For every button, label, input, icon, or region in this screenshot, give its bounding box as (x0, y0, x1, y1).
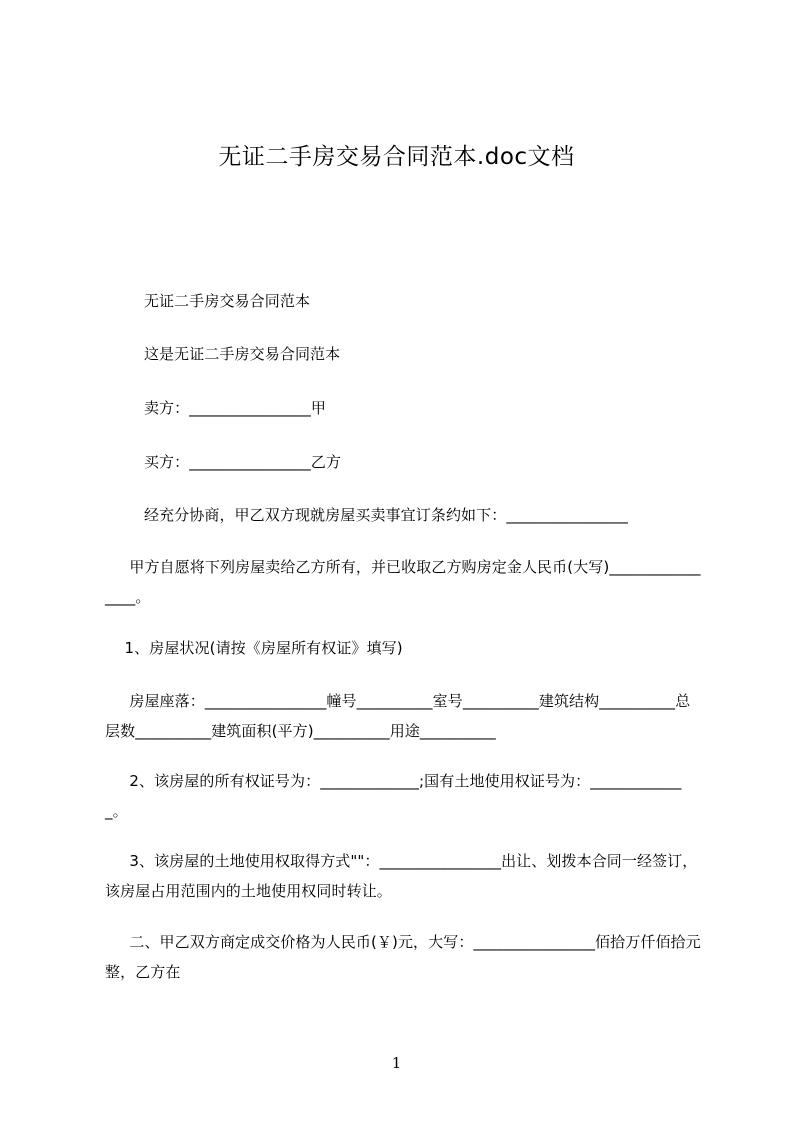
paragraph-seller: 卖方：________________甲 (105, 399, 326, 417)
paragraph-location: 房屋座落：________________幢号__________室号__________建筑结构__________总层数__________建筑面积(平方)__________用途__________ (105, 692, 691, 740)
paragraph-certificate: 2、该房屋的所有权证号为：_____________;国有土地使用权证号为：_____________。 (105, 772, 682, 820)
paragraph-house-status: 1、房屋状况(请按《房屋所有权证》填写) (105, 639, 403, 657)
paragraph-agreement: 经充分协商，甲乙双方现就房屋买卖事宜订条约如下：________________ (105, 506, 628, 524)
document-title: 无证二手房交易合同范本.doc文档 (218, 144, 575, 170)
paragraph-deposit: 甲方自愿将下列房屋卖给乙方所有，并已收取乙方购房定金人民币(大写)________________。 (105, 558, 701, 606)
paragraph-price: 二、甲乙双方商定成交价格为人民币(￥)元，大写：________________佰拾万仟佰拾元整，乙方在 (105, 933, 701, 981)
page-number: 1 (391, 1054, 402, 1072)
paragraph-land-use: 3、该房屋的土地使用权取得方式""：________________出让、划拨本合同一经签订，该房屋占用范围内的土地使用权同时转让。 (105, 852, 698, 900)
paragraph-buyer: 买方：________________乙方 (105, 453, 342, 471)
paragraph-intro: 这是无证二手房交易合同范本 (105, 345, 341, 363)
paragraph-heading: 无证二手房交易合同范本 (105, 292, 311, 310)
